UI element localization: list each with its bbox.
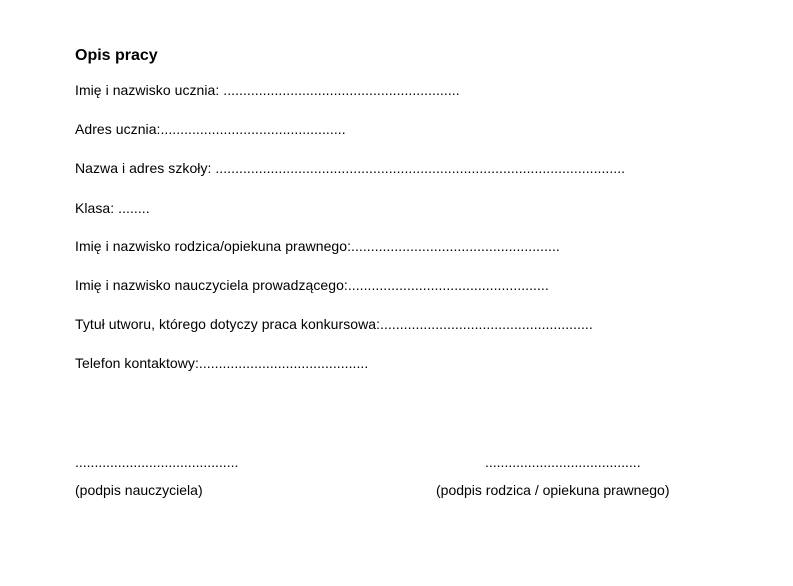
school-name-address-field: Nazwa i adres szkoły: ........................................................................................................ <box>75 160 626 176</box>
contact-phone-field: Telefon kontaktowy:........................................... <box>75 355 369 371</box>
parent-name-field: Imię i nazwisko rodzica/opiekuna prawnego:..................................................... <box>75 238 560 254</box>
parent-signature-caption: (podpis rodzica / opiekuna prawnego) <box>436 482 670 498</box>
student-name-field: Imię i nazwisko ucznia: ............................................................ <box>75 82 460 98</box>
parent-signature-line: ........................................ <box>485 454 641 470</box>
work-title-field: Tytuł utworu, którego dotyczy praca konkursowa:...................................................... <box>75 316 593 332</box>
teacher-signature-line: .......................................... <box>75 454 239 470</box>
teacher-signature-caption: (podpis nauczyciela) <box>75 482 203 498</box>
page-title: Opis pracy <box>75 47 158 64</box>
student-address-field: Adres ucznia:............................................... <box>75 121 346 137</box>
class-field: Klasa: ........ <box>75 200 150 216</box>
teacher-name-field: Imię i nazwisko nauczyciela prowadzącego:................................................... <box>75 277 549 293</box>
